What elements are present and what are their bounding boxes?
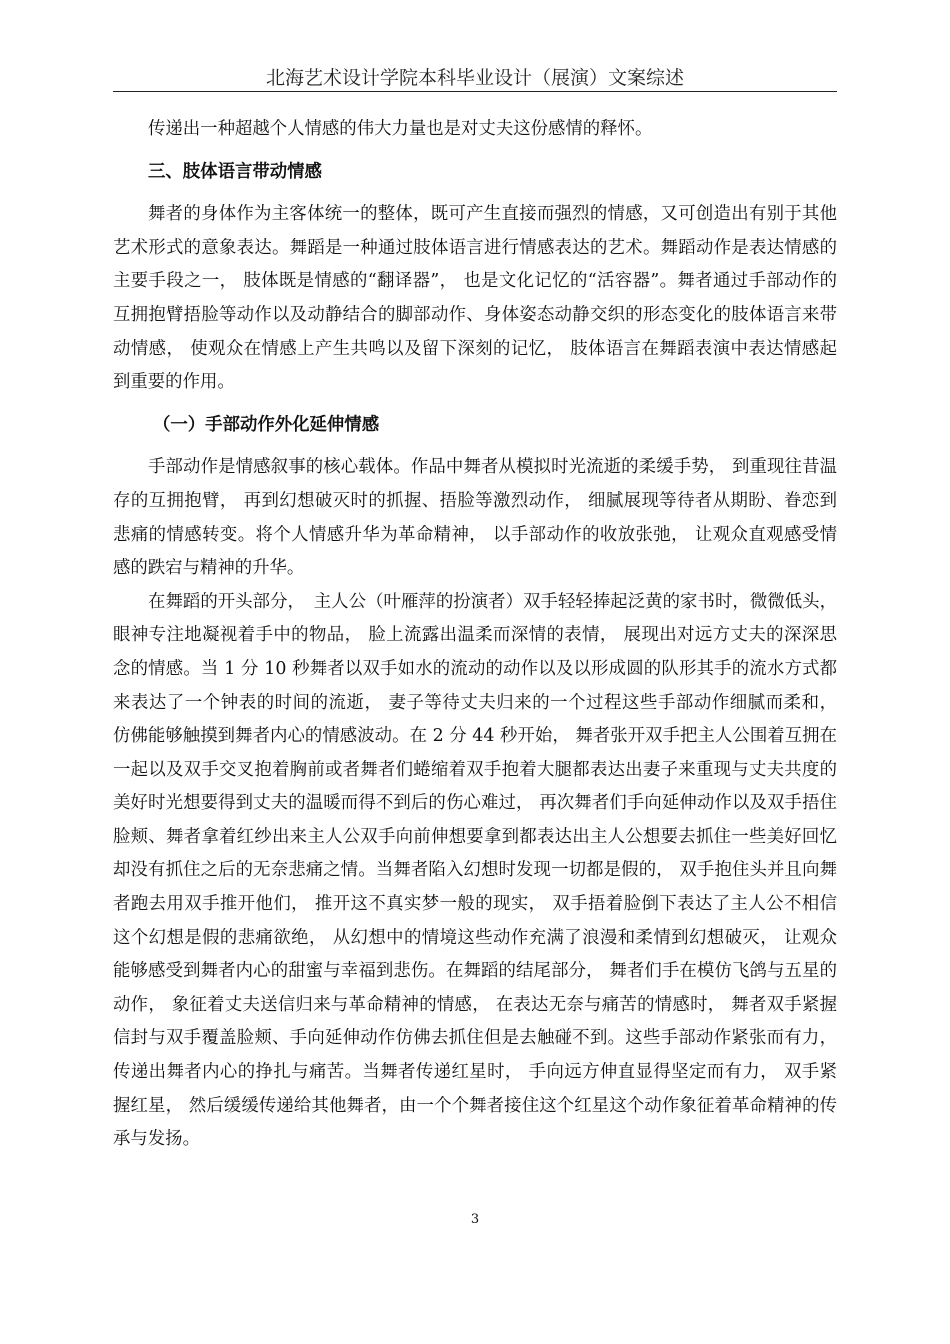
intro-line: 传递出一种超越个人情感的伟大力量也是对丈夫这份感情的释怀。 bbox=[148, 119, 653, 139]
header-divider bbox=[113, 91, 837, 92]
page-number: 3 bbox=[470, 1212, 480, 1227]
section-heading: 三、肢体语言带动情感 bbox=[148, 161, 322, 182]
page-body bbox=[113, 113, 837, 1157]
subsection-heading: （一）手部动作外化延伸情感 bbox=[153, 414, 380, 435]
page-header-title: 北海艺术设计学院本科毕业设计（展演）文案综述 bbox=[265, 67, 684, 89]
subsection-paragraph-1: 手部动作是情感叙事的核心载体。作品中舞者从模拟时光流逝的柔缓手势， 到重现往昔温存的互拥抱臂， 再到幻想破灭时的抓握、捂脸等激烈动作， 细腻展现等待者从期盼、眷恋到悲痛的情感转变。将个人情感升华为革命精神， 以手部动作的收放张弛， 让观众直观感受情感的跌宕与精神的升华。 bbox=[113, 457, 837, 579]
section-paragraph: 舞者的身体作为主客体统一的整体，既可产生直接而强烈的情感，又可创造出有别于其他艺术形式的意象表达。舞蹈是一种通过肢体语言进行情感表达的艺术。舞蹈动作是表达情感的主要手段之一， 肢体既是情感的“翻译器”， 也是文化记忆的“活容器”。舞者通过手部动作的互拥抱臂捂脸等动作以及动静结合的脚部动作、身体姿态动静交织的形态变化的肢体语言来带动情感， 使观众在情感上产生共鸣以及留下深刻的记忆， 肢体语言在舞蹈表演中表达情感起到重要的作用。 bbox=[113, 204, 837, 393]
subsection-paragraph-2: 在舞蹈的开头部分， 主人公（叶雁萍的扮演者）双手轻轻捧起泛黄的家书时，微微低头， 眼神专注地凝视着手中的物品， 脸上流露出温柔而深情的表情， 展现出对远方丈夫的深深思念的情感。当 1 分 10 秒舞者以双手如水的流动的动作以及以形成圆的队形其手的流水方式都来表达了一个钟表的时间的流逝， 妻子等待丈夫归来的一个过程这些手部动作细腻而柔和， 仿佛能够触摸到舞者内心的情感波动。在 2 分 44 秒开始， 舞者张开双手把主人公围着互拥在一起以及双手交叉抱着胸前或者舞者们蜷缩着双手抱着大腿都表达出妻子来重现与丈夫共度的美好时光想要得到丈夫的温暖而得不到后的伤心难过， 再次舞者们手向延伸动作以及双手捂住脸颊、舞者拿着红纱出来主人公双手向前伸想要拿到都表达出主人公想要去抓住一些美好回忆却没有抓住之后的无奈悲痛之情。当舞者陷入幻想时发现一切都是假的， 双手抱住头并且向舞者跑去用双手推开他们， 推开这不真实梦一般的现实， 双手捂着脸倒下表达了主人公不相信这个幻想是假的悲痛欲绝， 从幻想中的情境这些动作充满了浪漫和柔情到幻想破灭， 让观众能够感受到舞者内心的甜蜜与幸福到悲伤。在舞蹈的结尾部分， 舞者们手在模仿飞鸽与五星的动作， 象征着丈夫送信归来与革命精神的情感， 在表达无奈与痛苦的情感时， 舞者双手紧握信封与双手覆盖脸颊、手向延伸动作仿佛去抓住但是去触碰不到。这些手部动作紧张而有力， 传递出舞者内心的挣扎与痛苦。当舞者传递红星时， 手向远方伸直显得坚定而有力， 双手紧握红星， 然后缓缓传递给其他舞者，由一个个舞者接住这个红星这个动作象征着革命精神的传承与发扬。 bbox=[113, 591, 837, 1150]
